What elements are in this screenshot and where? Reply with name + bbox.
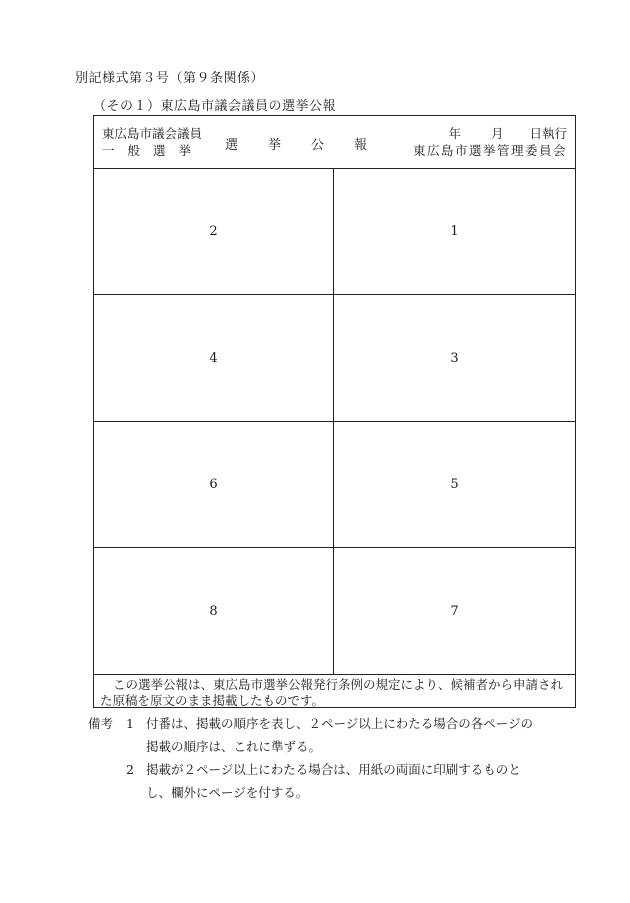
candidate-grid xyxy=(94,168,575,675)
candidate-slot-5: 5 xyxy=(334,422,575,548)
remark-number-2: 2 xyxy=(126,762,134,777)
date-year: 年 xyxy=(448,126,461,141)
remark-item-1 xyxy=(88,712,588,735)
remarks-section xyxy=(88,712,588,804)
election-name xyxy=(102,125,204,159)
candidate-slot-2: 2 xyxy=(94,168,334,295)
election-authority xyxy=(413,125,567,159)
election-bulletin-form xyxy=(93,115,576,708)
candidate-slot-6: 6 xyxy=(94,422,334,548)
candidate-slot-4: 4 xyxy=(94,295,334,422)
candidate-slot-7: 7 xyxy=(334,548,575,675)
candidate-slot-1: 1 xyxy=(334,168,575,295)
remark-2-line2: し、欄外にページを付する。 xyxy=(146,785,309,800)
execution-date xyxy=(413,125,567,142)
remark-item-2 xyxy=(88,758,588,781)
election-name-line2: 一般選挙 xyxy=(102,143,205,158)
candidate-slot-3: 3 xyxy=(334,295,575,422)
remark-1-line2: 掲載の順序は、これに準ずる。 xyxy=(146,739,322,754)
remark-1-line1: 付番は、掲載の順序を表し、２ページ以上にわたる場合の各ページの xyxy=(146,716,534,731)
document-subtitle: （その１）東広島市議会議員の選挙公報 xyxy=(93,99,337,114)
date-day: 日執行 xyxy=(529,126,567,141)
candidate-slot-8: 8 xyxy=(94,548,334,675)
election-name-line1: 東広島市議会議員 xyxy=(102,126,203,141)
remark-number-1: 1 xyxy=(126,716,134,731)
bulletin-heading: 選挙公報 xyxy=(225,138,398,153)
bulletin-footer-note: この選挙公報は、東広島市選挙公報発行条例の規定により、候補者から申請された原稿を原文のまま掲載したものです。 xyxy=(100,677,564,708)
remark-2-line1: 掲載が２ページ以上にわたる場合は、用紙の両面に印刷するものと xyxy=(146,762,521,777)
document-title: 別記様式第３号（第９条関係） xyxy=(75,71,265,86)
form-header xyxy=(94,116,575,169)
election-commission: 東広島市選挙管理委員会 xyxy=(412,143,567,158)
date-month: 月 xyxy=(490,126,504,141)
remarks-label: 備考 xyxy=(88,716,114,731)
